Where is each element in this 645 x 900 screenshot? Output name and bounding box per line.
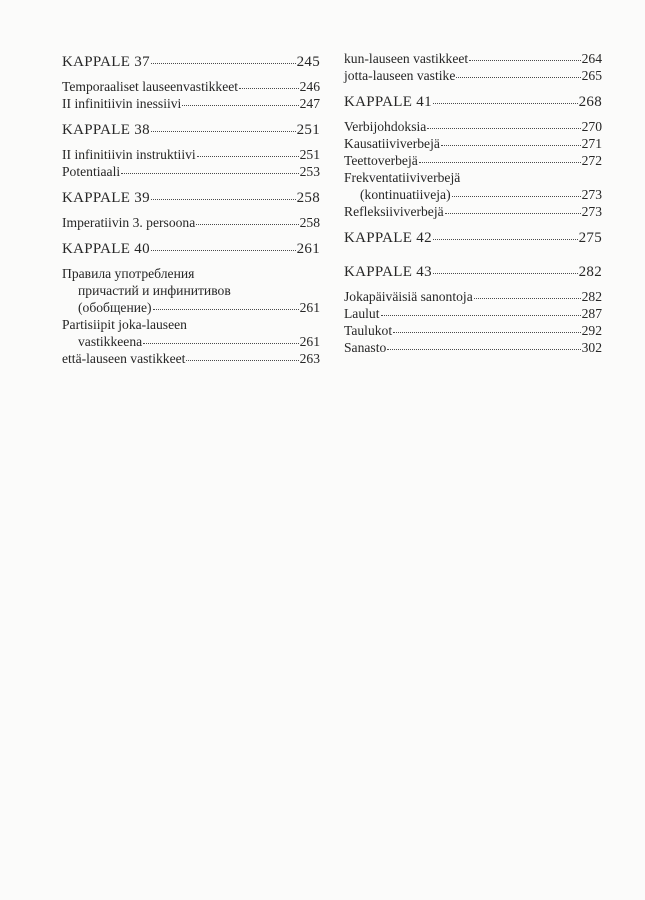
toc-multiline-entry[interactable] <box>62 316 320 350</box>
dot-leader <box>433 103 578 104</box>
toc-entry[interactable] <box>344 152 602 169</box>
toc-label: (kontinuatiiveja) <box>360 187 451 202</box>
page-number: 268 <box>578 94 602 110</box>
dot-leader <box>441 145 581 146</box>
toc-multiline-entry[interactable] <box>62 265 320 316</box>
toc-label: KAPPALE 41 <box>344 94 432 110</box>
toc-label: Verbijohdoksia <box>344 119 427 134</box>
page-number: 247 <box>299 96 320 111</box>
toc-label: Potentiaali <box>62 164 121 179</box>
page-number: 265 <box>581 68 602 83</box>
toc-label: Refleksiiviverbejä <box>344 204 444 219</box>
toc-chapter[interactable] <box>344 260 602 284</box>
dot-leader <box>456 77 580 78</box>
toc-label: että-lauseen vastikkeet <box>62 351 186 366</box>
dot-leader <box>445 213 581 214</box>
page-number: 246 <box>299 79 320 94</box>
toc-label-line: причастий и инфинитивов <box>78 283 231 298</box>
toc-entry[interactable] <box>344 339 602 356</box>
toc-label: Temporaaliset lauseenvastikkeet <box>62 79 239 94</box>
dot-leader <box>239 88 299 89</box>
toc-label: II infinitiivin instruktiivi <box>62 147 196 162</box>
page-number: 270 <box>581 119 602 134</box>
dot-leader <box>143 343 298 344</box>
toc-entry-last-line[interactable] <box>62 299 320 316</box>
toc-label: jotta-lauseen vastike <box>344 68 456 83</box>
toc-entry-last-line[interactable] <box>62 333 320 350</box>
dot-leader <box>419 162 581 163</box>
page-number: 282 <box>578 264 602 280</box>
page-number: 273 <box>581 187 602 202</box>
toc-label: Taulukot <box>344 323 393 338</box>
toc-label: KAPPALE 38 <box>62 122 150 138</box>
toc-entry[interactable] <box>62 78 320 95</box>
toc-left-column <box>62 50 320 367</box>
dot-leader <box>121 173 298 174</box>
page-number: 258 <box>296 190 320 206</box>
toc-label-line: Правила употребления <box>62 266 195 281</box>
dot-leader <box>186 360 298 361</box>
toc-label: Laulut <box>344 306 380 321</box>
page-number: 245 <box>296 54 320 70</box>
page-number: 261 <box>299 334 320 349</box>
toc-chapter[interactable] <box>62 50 320 74</box>
toc-entry-last-line[interactable] <box>344 186 602 203</box>
toc-right-column <box>344 50 602 356</box>
toc-entry[interactable] <box>344 50 602 67</box>
page-number: 253 <box>299 164 320 179</box>
page-number: 251 <box>296 122 320 138</box>
toc-entry[interactable] <box>62 95 320 112</box>
toc-chapter[interactable] <box>344 90 602 114</box>
toc-entry[interactable] <box>62 350 320 367</box>
toc-label-line: Partisiipit joka-lauseen <box>62 317 187 332</box>
toc-label: KAPPALE 43 <box>344 264 432 280</box>
page-number: 251 <box>299 147 320 162</box>
page-number: 271 <box>581 136 602 151</box>
page-number: 282 <box>581 289 602 304</box>
dot-leader <box>151 199 296 200</box>
toc-chapter[interactable] <box>62 186 320 210</box>
toc-label: KAPPALE 37 <box>62 54 150 70</box>
toc-entry[interactable] <box>344 322 602 339</box>
page-number: 261 <box>299 300 320 315</box>
toc-label: KAPPALE 39 <box>62 190 150 206</box>
toc-chapter[interactable] <box>62 118 320 142</box>
toc-label: vastikkeena <box>78 334 143 349</box>
toc-entry[interactable] <box>62 163 320 180</box>
page-number: 275 <box>578 230 602 246</box>
toc-label: (обобщение) <box>78 300 152 315</box>
toc-entry[interactable] <box>344 67 602 84</box>
toc-entry[interactable] <box>344 135 602 152</box>
toc-entry[interactable] <box>62 146 320 163</box>
page-number: 292 <box>581 323 602 338</box>
toc-entry[interactable] <box>344 288 602 305</box>
dot-leader <box>196 224 298 225</box>
page-number: 287 <box>581 306 602 321</box>
dot-leader <box>452 196 581 197</box>
toc-multiline-entry[interactable] <box>344 169 602 203</box>
toc-entry[interactable] <box>62 214 320 231</box>
page-number: 273 <box>581 204 602 219</box>
dot-leader <box>387 349 580 350</box>
toc-entry[interactable] <box>344 118 602 135</box>
toc-label: Imperatiivin 3. persoona <box>62 215 196 230</box>
dot-leader <box>197 156 299 157</box>
page-number: 258 <box>299 215 320 230</box>
toc-label: II infinitiivin inessiivi <box>62 96 182 111</box>
page-number: 264 <box>581 51 602 66</box>
dot-leader <box>151 250 296 251</box>
page-number: 272 <box>581 153 602 168</box>
page-number: 302 <box>581 340 602 355</box>
toc-label: Jokapäiväisiä sanontoja <box>344 289 473 304</box>
dot-leader <box>433 239 578 240</box>
toc-label: Kausatiiviverbejä <box>344 136 440 151</box>
dot-leader <box>427 128 580 129</box>
toc-chapter[interactable] <box>62 237 320 261</box>
dot-leader <box>393 332 580 333</box>
dot-leader <box>151 63 296 64</box>
toc-entry[interactable] <box>344 203 602 220</box>
toc-label-line: Frekventatiiviverbejä <box>344 170 461 185</box>
toc-chapter[interactable] <box>344 226 602 250</box>
toc-label: Teettoverbejä <box>344 153 418 168</box>
dot-leader <box>153 309 299 310</box>
toc-entry[interactable] <box>344 305 602 322</box>
dot-leader <box>182 105 298 106</box>
dot-leader <box>381 315 581 316</box>
dot-leader <box>151 131 296 132</box>
dot-leader <box>433 273 578 274</box>
toc-label: KAPPALE 42 <box>344 230 432 246</box>
toc-label: kun-lauseen vastikkeet <box>344 51 469 66</box>
page-number: 261 <box>296 241 320 257</box>
toc-label: Sanasto <box>344 340 387 355</box>
page-number: 263 <box>299 351 320 366</box>
dot-leader <box>474 298 581 299</box>
dot-leader <box>469 60 580 61</box>
toc-label: KAPPALE 40 <box>62 241 150 257</box>
